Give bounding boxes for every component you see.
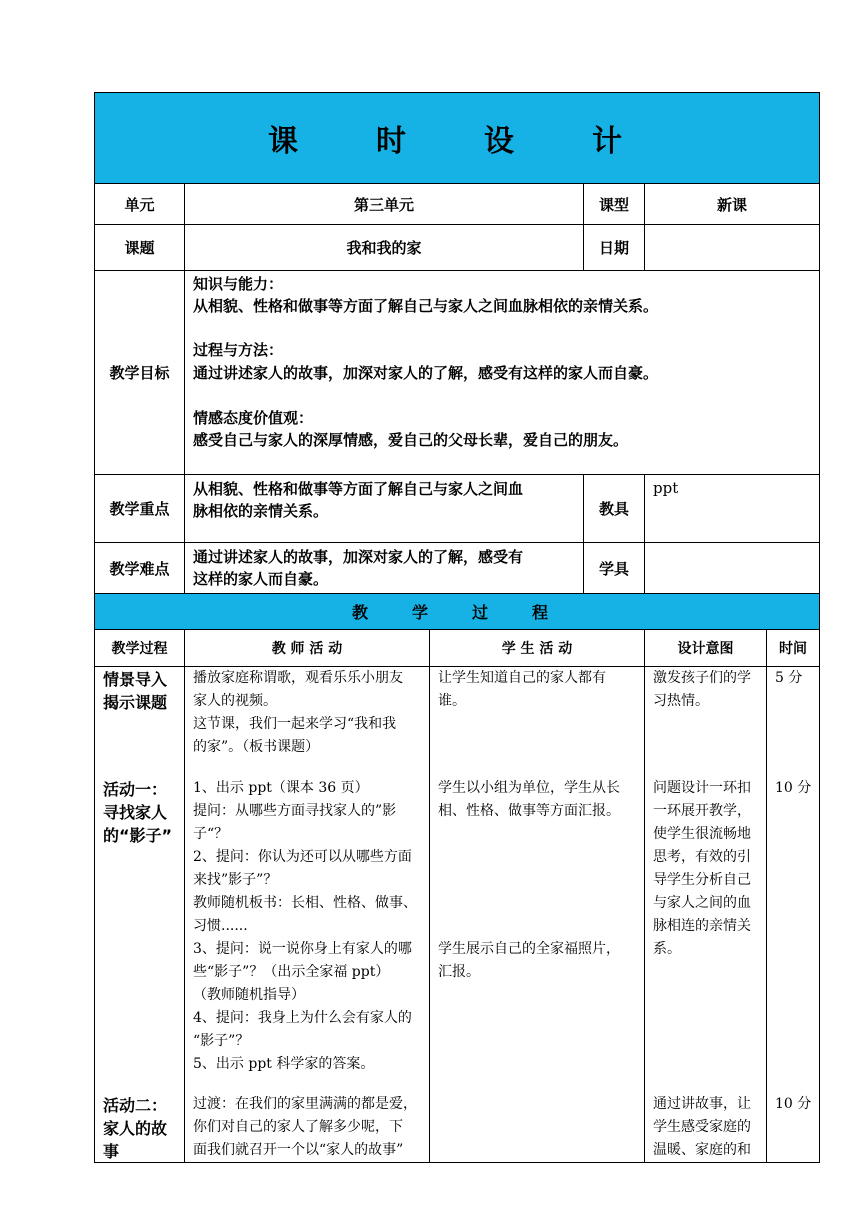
difficulty-line1: 通过讲述家人的故事，加深对家人的了解，感受有 [193,548,524,566]
goal-emotion-title: 情感态度价值观： [193,409,314,427]
col-header-stage: 教学过程 [94,629,185,667]
process-intent-col [644,666,767,1163]
student-tool-value [644,542,820,594]
process-band [94,593,820,630]
key-point-label: 教学重点 [94,474,185,543]
topic-value: 我和我的家 [184,224,584,271]
topic-label: 课题 [94,224,185,271]
date-label: 日期 [583,224,645,271]
key-point-content [184,474,584,543]
goal-knowledge-text: 从相貌、性格和做事等方面了解自己与家人之间血脉相依的亲情关系。 [193,297,659,315]
col-header-teacher: 教 师 活 动 [184,629,430,667]
stage-1-teacher: 播放家庭称谓歌，观看乐乐小朋友 家人的视频。 这节课，我们一起来学习“我和我 的家”。（板书课题） [193,670,403,755]
goals-label: 教学目标 [94,270,185,475]
stage-2-time: 10 分 [775,780,812,796]
stage-2-student: 学生以小组为单位，学生从长 相、性格、做事等方面汇报。 [438,780,620,819]
unit-value: 第三单元 [184,183,584,225]
difficulty-content [184,542,584,594]
type-value: 新课 [644,183,820,225]
stage-1-time: 5 分 [775,670,803,686]
stage-3-teacher: 过渡：在我们的家里满满的都是爱， 你们对自己的家人了解多少呢，下 面我们就召开一个以“家人的故事” [193,1096,417,1158]
key-point-line1: 从相貌、性格和做事等方面了解自己与家人之间血 [193,480,524,498]
type-label: 课型 [583,183,645,225]
page-title: 课 时 设 计 [268,124,646,159]
stage-2-student-2: 学生展示自己的全家福照片， 汇报。 [438,941,620,980]
stage-2-name: 活动一： 寻找家人 的“影子” [103,780,173,845]
goal-process-title: 过程与方法： [193,341,284,359]
stage-1-name: 情景导入 揭示课题 [103,670,168,712]
difficulty-label: 教学难点 [94,542,185,594]
process-student-col [429,666,645,1163]
stage-1-intent: 激发孩子们的学 习热情。 [653,670,751,709]
stage-3-intent: 通过讲故事，让 学生感受家庭的 温暖、家庭的和 [653,1096,751,1158]
col-header-student: 学 生 活 动 [429,629,645,667]
goal-process-text: 通过讲述家人的故事，加深对家人的了解，感受有这样的家人而自豪。 [193,364,659,382]
process-title: 教 学 过 程 [351,603,562,622]
date-value [644,224,820,271]
stage-2-intent: 问题设计一环扣 一环展开教学， 使学生很流畅地 思考，有效的引 导学生分析自己 与家人之间的血 脉相连的亲情关 系。 [653,780,751,957]
stage-3-time: 10 分 [775,1096,812,1112]
process-stage-col [94,666,185,1163]
col-header-intent: 设计意图 [644,629,767,667]
goals-content [184,270,820,475]
process-time-col [766,666,820,1163]
key-point-line2: 脉相依的亲情关系。 [193,502,329,520]
difficulty-line2: 这样的家人而自豪。 [193,570,329,588]
teaching-tool-value: ppt [653,479,679,497]
student-tool-label: 学具 [583,542,645,594]
teaching-tool-cell [644,474,820,543]
col-header-time: 时间 [766,629,820,667]
goal-knowledge-title: 知识与能力： [193,275,284,293]
stage-2-teacher: 1、出示 ppt（课本 36 页） 提问：从哪些方面寻找家人的”影 子“？ 2、提问：你认为还可以从哪些方面 来找”影子”？ 教师随机板书：长相、性格、做事、 习惯...... 3、提问：说一说你身上有家人的哪 些“影子”？（出示全家福 ppt） （教师随机指导） 4、提问：我身上为什么会有家人的 “影子”？ 5、出示 ppt 科学家的答案。 [193,780,417,1072]
unit-label: 单元 [94,183,185,225]
teaching-tool-label: 教具 [583,474,645,543]
title-band [94,92,820,184]
goal-emotion-text: 感受自己与家人的深厚情感，爱自己的父母长辈，爱自己的朋友。 [193,431,629,449]
process-teacher-col [184,666,430,1163]
stage-1-student: 让学生知道自己的家人都有 谁。 [438,670,606,709]
stage-3-name: 活动二： 家人的故 事 [103,1096,168,1161]
